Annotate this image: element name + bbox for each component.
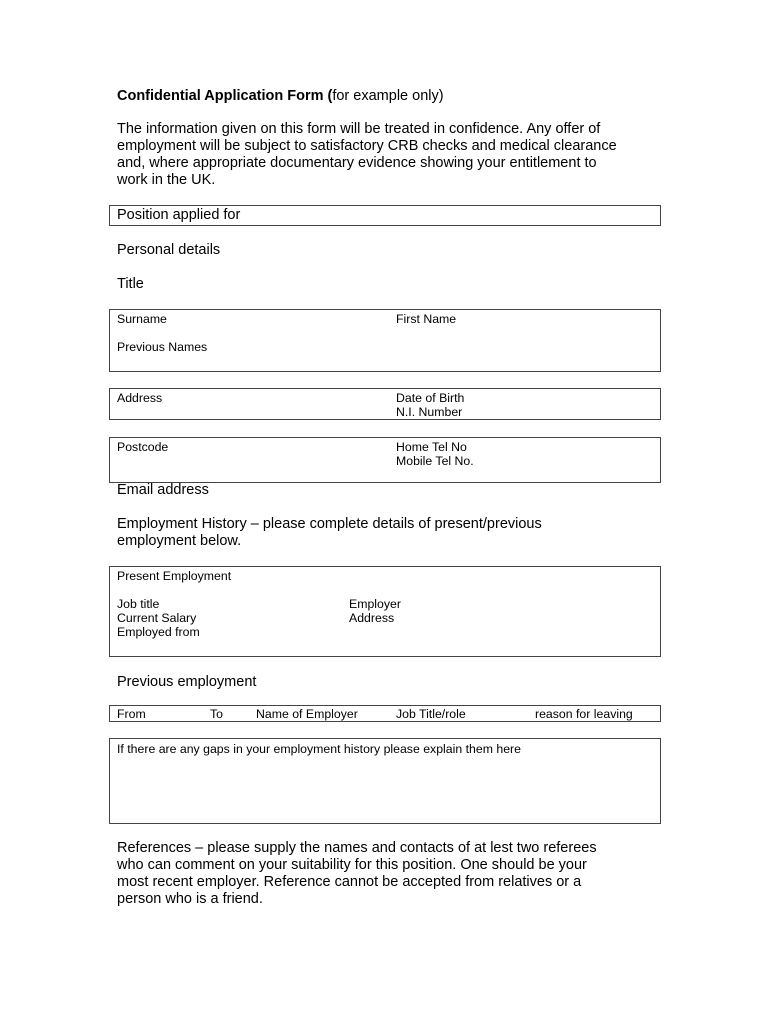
employer-address-label: Address — [349, 611, 395, 625]
postcode-label: Postcode — [117, 440, 169, 454]
position-label: Position applied for — [117, 207, 241, 223]
ni-number-label: N.I. Number — [396, 405, 463, 419]
personal-details-heading: Personal details — [117, 242, 221, 258]
references-line: person who is a friend. — [117, 891, 263, 907]
date-of-birth-label: Date of Birth — [396, 391, 465, 405]
current-salary-label: Current Salary — [117, 611, 197, 625]
job-title-label: Job title — [117, 597, 160, 611]
employment-history-intro — [117, 516, 542, 550]
previous-employment-heading: Previous employment — [117, 674, 257, 690]
column-from: From — [117, 707, 146, 721]
page-title — [117, 88, 444, 105]
intro-line: employment will be subject to satisfactory CRB checks and medical clearance — [117, 138, 617, 154]
employment-intro-line: employment below. — [117, 533, 242, 549]
email-label: Email address — [117, 482, 209, 498]
address-label: Address — [117, 391, 163, 405]
column-reason-for-leaving: reason for leaving — [535, 707, 633, 721]
intro-paragraph — [117, 121, 617, 189]
page-title-bold: Confidential Application Form ( — [117, 88, 333, 104]
title-field-label: Title — [117, 276, 144, 292]
employment-gaps-box[interactable] — [109, 738, 661, 824]
employer-label: Employer — [349, 597, 401, 611]
employment-gaps-label: If there are any gaps in your employment history please explain them here — [117, 742, 521, 756]
intro-line: work in the UK. — [117, 172, 216, 188]
mobile-tel-label: Mobile Tel No. — [396, 454, 474, 468]
first-name-label: First Name — [396, 312, 457, 326]
intro-line: and, where appropriate documentary evidence showing your entitlement to — [117, 155, 597, 171]
references-paragraph — [117, 840, 597, 908]
employed-from-label: Employed from — [117, 625, 200, 639]
column-employer-name: Name of Employer — [256, 707, 358, 721]
references-line: who can comment on your suitability for this position. One should be your — [117, 857, 587, 873]
present-employment-heading: Present Employment — [117, 569, 232, 583]
previous-employment-table-header[interactable] — [109, 705, 661, 722]
employment-intro-line: Employment History – please complete details of present/previous — [117, 516, 542, 532]
home-tel-label: Home Tel No — [396, 440, 467, 454]
references-line: References – please supply the names and contacts of at lest two referees — [117, 840, 597, 856]
position-field[interactable] — [109, 205, 661, 226]
name-fields-box[interactable] — [109, 309, 661, 372]
column-job-title: Job Title/role — [396, 707, 466, 721]
intro-line: The information given on this form will be treated in confidence. Any offer of — [117, 121, 601, 137]
contact-fields-box[interactable] — [109, 437, 661, 483]
column-to: To — [210, 707, 223, 721]
address-fields-box[interactable] — [109, 388, 661, 420]
surname-label: Surname — [117, 312, 167, 326]
references-line: most recent employer. Reference cannot be accepted from relatives or a — [117, 874, 582, 890]
previous-names-label: Previous Names — [117, 340, 208, 354]
present-employment-box[interactable] — [109, 566, 661, 657]
page-title-note: for example only) — [332, 88, 444, 104]
